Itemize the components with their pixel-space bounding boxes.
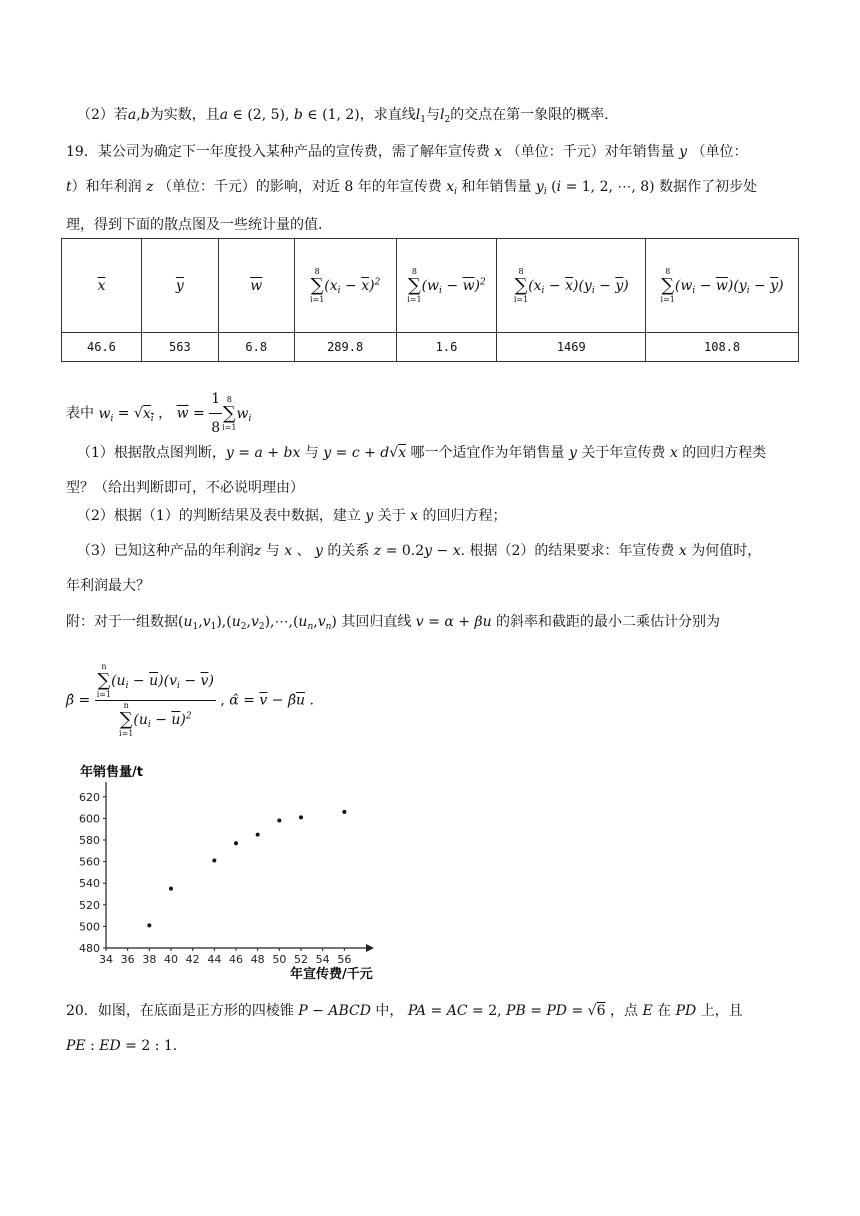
- chart-ylabel: 年销售量/t: [80, 765, 143, 780]
- q19-intro-1c: （单位：: [691, 144, 748, 160]
- q18-text2: ，求直线: [359, 107, 416, 123]
- y-tick-label: 480: [79, 942, 100, 955]
- header-sum-xy: 8 ∑ i=1 $(x_i - \overline{x})(y_i - \overline{y})$: [497, 239, 646, 333]
- q19-q2: （2）根据（1）的判断结果及表中数据，建立: [77, 508, 361, 524]
- y-tick-label: 560: [79, 855, 100, 869]
- chart-xlabel: 年宣传费/千元: [290, 967, 373, 982]
- header-sum-x-sq: 8 ∑ i=1 $(x_i - \overline{x})^2$: [294, 239, 396, 333]
- x-tick-label: 46: [229, 953, 243, 966]
- q20-line1-text: 20．如图，在底面是正方形的四棱锥: [66, 1003, 294, 1019]
- q20-line1: 20．如图，在底面是正方形的四棱锥 P − ABCD 中， PA = AC = 2, PB = PD = √6 ，点 E 在 PD 上，且: [66, 1003, 743, 1019]
- q19-q3d: 的关系: [327, 543, 370, 559]
- q19-intro-2a: ）和年利润: [71, 179, 142, 195]
- appendix-text-b: 其回归直线: [341, 614, 412, 630]
- x-axis-arrow-icon: [366, 944, 374, 952]
- x-tick-label: 38: [142, 953, 157, 966]
- x-tick-label: 50: [272, 953, 287, 966]
- table-cell: 1.6: [396, 333, 497, 362]
- x-tick-label: 48: [250, 953, 265, 966]
- scatter-point: [342, 810, 346, 814]
- q19-q1e: 的回归方程类: [682, 445, 767, 461]
- table-cell: 46.6: [62, 333, 142, 362]
- y-tick-label: 620: [79, 790, 100, 804]
- scatter-point: [256, 833, 260, 837]
- scatter-point: [147, 923, 151, 927]
- q20-line1d: 在: [657, 1003, 672, 1019]
- appendix-text: 附：对于一组数据: [66, 614, 178, 630]
- q19-part3-line2: [66, 575, 804, 597]
- q20-line2-text: .: [172, 1038, 178, 1054]
- y-tick-label: 580: [79, 834, 100, 847]
- table-cell: 289.8: [294, 333, 396, 362]
- q19-q1-2: 型？（给出判断即可，不必说明理由）: [66, 480, 304, 496]
- header-x-bar: $\overline{x}$: [62, 239, 142, 333]
- q19-intro-1b: （单位：千元）对年销售量: [506, 144, 675, 160]
- q18-text1: 为实数，且: [149, 107, 220, 123]
- q19-q3c: 、: [296, 543, 311, 559]
- x-tick-label: 56: [337, 953, 352, 966]
- q18-text3: 与: [425, 107, 440, 123]
- q19-intro-2b: （单位：千元）的影响，对近 8 年的年宣传费: [157, 179, 442, 195]
- q19-intro-line3: [66, 214, 804, 236]
- q19-q2c: 的回归方程；: [422, 508, 507, 524]
- scatter-point: [212, 859, 216, 863]
- q19-intro-line2: t）和年利润 z （单位：千元）的影响，对近 8 年的年宣传费 $x_i$ 和年销售量 $y_i$ (i = 1, 2, ⋯, 8) 数据作了初步处: [66, 179, 758, 197]
- x-tick-label: 54: [315, 953, 330, 966]
- q19-intro-3: 理，得到下面的散点图及一些统计量的值.: [66, 217, 323, 233]
- scatter-point: [299, 815, 303, 819]
- scatter-chart: [70, 758, 380, 983]
- header-sum-w-sq: 8 ∑ i=1 $(w_i - \overline{w})^2$: [396, 239, 497, 333]
- table-cell: 563: [141, 333, 218, 362]
- table-header-row: [62, 239, 799, 333]
- q19-q1c: 哪一个适宜作为年销售量: [410, 445, 565, 461]
- q20-line1c: ，点: [609, 1003, 638, 1019]
- x-tick-label: 42: [185, 953, 200, 966]
- table-cell: 1469: [497, 333, 646, 362]
- q19-intro-line1: 19．某公司为确定下一年度投入某种产品的宣传费，需了解年宣传费 x （单位：千元）对年销售量 y （单位：: [66, 144, 748, 160]
- header-sum-wy: 8 ∑ i=1 $(w_i - \overline{w})(y_i - \overline{y})$: [646, 239, 799, 333]
- x-tick-label: 44: [207, 953, 222, 966]
- statistics-table: [61, 238, 799, 362]
- q19-q3-2: 年利润最大？: [66, 578, 150, 594]
- q19-q3f: 为何值时，: [691, 543, 762, 559]
- scatter-point: [277, 819, 281, 823]
- x-tick-label: 40: [164, 953, 178, 966]
- y-tick-label: 600: [79, 812, 100, 826]
- scatter-point: [169, 887, 173, 891]
- table-cell: 6.8: [218, 333, 294, 362]
- q19-part1: （1）根据散点图判断，y = a + bx 与 y = c + d√x 哪一个适宜作为年销售量 y 关于年宣传费 x 的回归方程类: [77, 445, 767, 461]
- q19-q1: （1）根据散点图判断，: [77, 445, 226, 461]
- header-w-bar: $\overline{w}$: [218, 239, 294, 333]
- q19-q1b: 与: [304, 445, 319, 461]
- q19-part2: （2）根据（1）的判断结果及表中数据，建立 y 关于 x 的回归方程；: [77, 508, 507, 524]
- q19-intro-2d: 数据作了初步处: [659, 179, 758, 195]
- x-tick-label: 36: [120, 953, 135, 966]
- q19-q3b: 与: [265, 543, 280, 559]
- appendix-line: 附：对于一组数据$(u_1,v_1),(u_2,v_2),\cdots,(u_n,v_n)$ 其回归直线 v = α + βu 的斜率和截距的最小二乘估计分别为: [66, 614, 721, 632]
- q20-line1b: 中，: [375, 1003, 404, 1019]
- q18-text4: 的交点在第一象限的概率.: [450, 107, 609, 123]
- header-y-bar: $\overline{y}$: [141, 239, 218, 333]
- q19-intro-1: 19．某公司为确定下一年度投入某种产品的宣传费，需了解年宣传费: [66, 144, 490, 160]
- table-cell: 108.8: [646, 333, 799, 362]
- note-prefix: 表中: [66, 405, 94, 422]
- q19-intro-2c: 和年销售量: [461, 179, 532, 195]
- q20-line1e: 上，且: [700, 1003, 743, 1019]
- table-value-row: [62, 333, 799, 362]
- q19-q3e: . 根据（2）的结果要求：年宣传费: [460, 543, 675, 559]
- q19-q1d: 关于年宣传费: [581, 445, 666, 461]
- q19-part1-line2: [66, 477, 804, 499]
- ols-formula: β̂ = n ∑ i=1 $(u_i - \overline{u})(v_i - \overline{v})$ n ∑ i=1 $(u_i - \overline{u})^2$ , α̂ = $\overline{v}$ − $\betâ\overline{u}$ .: [66, 662, 314, 738]
- scatter-point: [234, 841, 238, 845]
- x-tick-label: 52: [294, 953, 308, 966]
- q19-q2b: 关于: [377, 508, 406, 524]
- q18-label: （2）若: [77, 107, 128, 123]
- y-tick-label: 540: [79, 877, 100, 891]
- x-tick-label: 34: [99, 953, 113, 966]
- q18-part2: （2）若a,b为实数，且a ∈ (2, 5), b ∈ (1, 2)，求直线$l_1$与$l_2$的交点在第一象限的概率.: [77, 107, 609, 125]
- table-note: 表中 $w_i = √x_i$ ， $\overline{w}$ = $\frac{1}{8}$ 8 ∑ i=1 $w_i$: [66, 385, 804, 442]
- y-tick-label: 500: [79, 920, 100, 934]
- y-tick-label: 520: [79, 898, 100, 912]
- q20-line2: PE : ED = 2 : 1.: [66, 1038, 178, 1054]
- q19-q3: （3）已知这种产品的年利润: [77, 543, 254, 559]
- q19-part3: （3）已知这种产品的年利润z 与 x 、 y 的关系 z = 0.2y − x. 根据（2）的结果要求：年宣传费 x 为何值时，: [77, 543, 762, 559]
- appendix-text-c: 的斜率和截距的最小二乘估计分别为: [496, 614, 721, 630]
